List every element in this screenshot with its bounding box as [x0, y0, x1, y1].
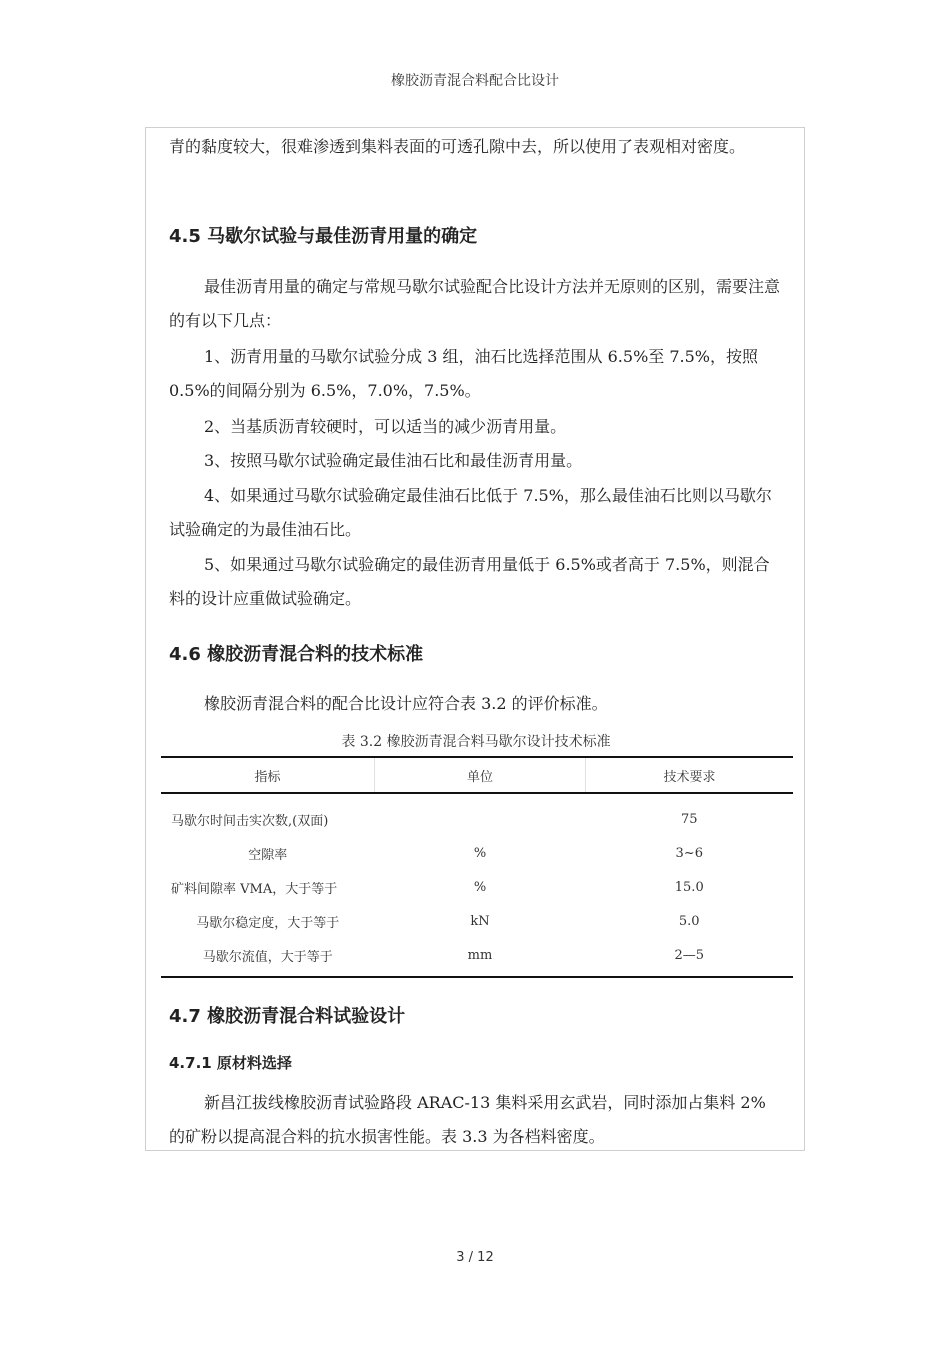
point-item: 4、如果通过马歇尔试验确定最佳油石比低于 7.5%，那么最佳油石比则以马歇尔试验确定的为最佳油石比。 — [169, 486, 772, 539]
page-number: 3 / 12 — [456, 1250, 494, 1265]
table-caption: 表 3.2 橡胶沥青混合料马歇尔设计技术标准 — [341, 734, 611, 750]
table-cell: 2—5 — [586, 938, 794, 977]
table-cell: 3~6 — [675, 845, 703, 861]
continuation-paragraph: 青的黏度较大，很难渗透到集料表面的可透孔隙中去，所以使用了表观相对密度。 — [169, 137, 746, 156]
table-cell: 5.0 — [678, 913, 700, 929]
section-heading-4-5: 4.5 马歇尔试验与最佳沥青用量的确定 — [169, 226, 478, 247]
table-cell: 马歇尔时间击实次数,(双面) — [171, 813, 329, 829]
table-row — [161, 793, 793, 836]
section-4-7-text: 新昌江拔线橡胶沥青试验路段 ARAC-13 集料采用玄武岩，同时添加占集料 2%的矿粉以提高混合料的抗水损害性能。表 3.3 为各档料密度。 — [169, 1093, 766, 1146]
table-cell: 马歇尔流值，大于等于 — [161, 938, 375, 977]
header-cell-requirement: 技术要求 — [586, 757, 794, 793]
point-item: 3、按照马歇尔试验确定最佳油石比和最佳沥青用量。 — [204, 451, 583, 470]
point-item: 2、当基质沥青较硬时，可以适当的减少沥青用量。 — [204, 417, 567, 436]
document-content — [145, 127, 805, 1151]
table-cell: % — [473, 879, 487, 895]
table-cell: 15.0 — [674, 879, 704, 895]
table-cell: 空隙率 — [248, 847, 288, 863]
running-header: 橡胶沥青混合料配合比设计 — [391, 73, 559, 89]
table-header-row — [161, 757, 793, 793]
header-cell-indicator: 指标 — [161, 757, 375, 793]
section-4-6-text: 橡胶沥青混合料的配合比设计应符合表 3.2 的评价标准。 — [204, 694, 608, 713]
table-row — [161, 870, 793, 904]
section-heading-4-6: 4.6 橡胶沥青混合料的技术标准 — [169, 644, 424, 665]
table-cell: 马歇尔稳定度，大于等于 — [196, 915, 340, 931]
table-row — [161, 904, 793, 938]
table-cell: 75 — [680, 811, 698, 827]
table-cell: 矿料间隙率 VMA，大于等于 — [171, 881, 338, 897]
point-item: 1、沥青用量的马歇尔试验分成 3 组，油石比选择范围从 6.5%至 7.5%，按照 0.5%的间隔分别为 6.5%，7.0%，7.5%。 — [169, 347, 759, 400]
table-row — [161, 836, 793, 870]
table-row — [161, 938, 793, 977]
subsection-heading-4-7-1: 4.7.1 原材料选择 — [169, 1054, 292, 1072]
table-cell: % — [473, 845, 487, 861]
table-cell: mm — [375, 938, 586, 977]
section-4-5-intro: 最佳沥青用量的确定与常规马歇尔试验配合比设计方法并无原则的区别，需要注意的有以下几点： — [169, 277, 781, 330]
spec-table — [161, 756, 793, 978]
header-cell-unit: 单位 — [375, 757, 586, 793]
point-item: 5、如果通过马歇尔试验确定的最佳沥青用量低于 6.5%或者高于 7.5%，则混合料的设计应重做试验确定。 — [169, 555, 770, 608]
table-cell — [375, 793, 586, 836]
section-heading-4-7: 4.7 橡胶沥青混合料试验设计 — [169, 1006, 406, 1027]
table-cell: kN — [470, 913, 490, 929]
